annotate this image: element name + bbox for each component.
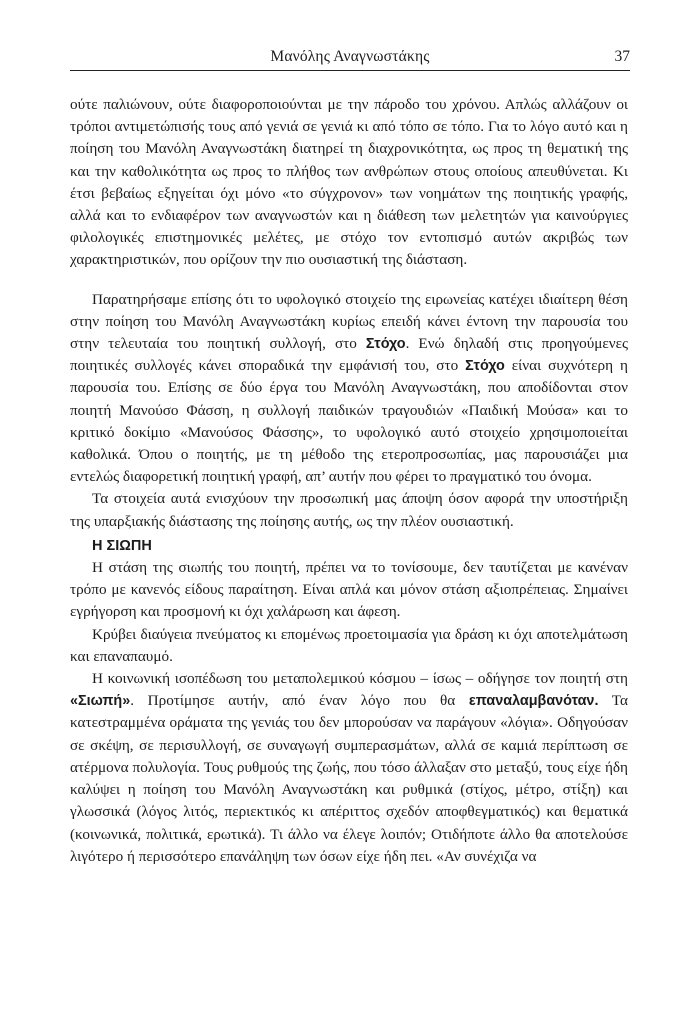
paragraph-clarity: Κρύβει διαύγεια πνεύματος κι επομένως προετοιμασία για δράση κι όχι αποτελμάτωση και επαναπαυμό. xyxy=(70,625,628,665)
text-run: Η κοινωνική ισοπέδωση του μεταπολεμικού κόσμου – ίσως – οδήγησε τον ποιητή στη xyxy=(92,670,628,688)
page-number: 37 xyxy=(614,48,630,65)
page-header xyxy=(70,46,630,71)
paragraph-existential: Τα στοιχεία αυτά ενισχύουν την προσωπική μας άποψη όσον αφορά την υποστήριξη της υπαρξιακής διάστασης της ποίησης αυτής, ως την πλέον ουσιαστική. xyxy=(70,490,628,530)
text-run: Τα κατεστραμμένα οράματα της γενιάς του δεν μπορούσαν να παράγουν «λόγια». Οδηγούσαν σε σκέψη, σε περισυλλογή, σε συναγωγή συμπερασμάτων, αλλά σε καμιά περίπτωση σε ατέρμονα πολυλογία. Τους ρυθμούς της ζωής, που τόσο άλλαξαν στο μεταξύ, τους είχε ήδη καλύψει η ποίηση του Μανόλη Αναγνωστάκη και ρυθμικά (στίχος, μέτρο, στίξη) και γλωσσικά (λόγος λιτός, περιεκτικός κι απέριττος σχεδόν αποφθεγματικός) και θεματικά (κοινωνικά, πολιτικά, ερωτικά). Τι άλλο να έλεγε λοιπόν; Οτιδήποτε άλλο θα αποτελούσε λιγότερο ή περισσότερο επανάληψη των όσων είχε ήδη πει. «Αν συνέχιζα να xyxy=(70,692,628,865)
paragraph-irony xyxy=(70,289,628,489)
text-run: είναι συχνότερη η παρουσία του. Επίσης σε δύο έργα του Μανόλη Αναγνωστάκη, που αποδίδονται στον ποιητή Μανούσο Φάσση, η συλλογή παιδικών τραγουδιών «Παιδική Μούσα» και το κριτικό δοκίμιο «Μανούσος Φάσσης», το υφολογικό αυτό στοιχείο χρησιμοποιείται καθολικά. Όπου ο ποιητής, με τη μέθοδο της ετεροπροσωπίας, μας παρουσιάζει μια εντελώς διαφορετική ποιητική γραφή, απ’ αυτήν που φέρει το πραγματικό του όνομα. xyxy=(70,357,628,486)
bold-title-stochos: Στόχο xyxy=(465,358,505,375)
paragraph-continued: ούτε παλιώνουν, ούτε διαφοροποιούνται με την πάροδο του χρόνου. Απλώς αλλάζουν οι τρόποι αντιμετώπισής τους από γενιά σε γενιά κι από τόπο σε τόπο. Για το λόγο αυτό και η ποίηση του Μανόλη Αναγνωστάκη διατηρεί τη διαχρονικότητα, ως προς τη θεματική της και την καθολικότητα ως προς το πλήθος των ανθρώπων στους οποίους απευθύνεται. Κι έτσι βεβαίως εξηγείται όχι μόνο «το σύγχρονον» των νοημάτων της ποιητικής γραφής, αλλά και το ενδιαφέρον των αναγνωστών και η διάθεση των μελετητών για καινούργιες φιλολογικές επιστημονικές μελέτες, με στόχο τον εντοπισμό αυτών ακριβώς των χαρακτηριστικών, που ορίζουν την πιο ουσιαστική της διάσταση. xyxy=(70,96,628,269)
text-run: Παρατηρήσαμε επίσης ότι το υφολογικό στοιχείο της ειρωνείας κατέχει ιδιαίτερη θέση στην ποίηση του Μανόλη Αναγνωστάκη κυρίως επειδή κάνει έντονη την παρουσία του στην τελευταία του ποιητική συλλογή, στο xyxy=(70,290,628,353)
bold-repeated: επαναλαμβανόταν. xyxy=(468,693,599,710)
paragraph-silence-stance: Η στάση της σιωπής του ποιητή, πρέπει να το τονίσουμε, δεν ταυτίζεται με κανέναν τρόπο με κανενός είδους παραίτηση. Είναι απλά και μόνον στάση αξιοπρέπειας. Σημαίνει εγρήγορση και προσμονή κι όχι χαλάρωση και άφεση. xyxy=(70,559,628,621)
bold-siopi: «Σιωπή» xyxy=(70,693,131,710)
text-run: . Προτίμησε αυτήν, από έναν λόγο που θα xyxy=(130,692,469,710)
text-run: . Ενώ δηλαδή στις προηγούμενες ποιητικές συλλογές κάνει σποραδικά την εμφάνισή του, στο xyxy=(70,335,629,375)
body-text xyxy=(70,94,628,868)
running-title: Μανόλης Αναγνωστάκης xyxy=(270,48,430,65)
section-heading: Η ΣΙΩΠΗ xyxy=(92,537,152,554)
bold-title-stochos: Στόχο xyxy=(365,336,406,353)
paragraph-social-leveling xyxy=(70,668,628,868)
